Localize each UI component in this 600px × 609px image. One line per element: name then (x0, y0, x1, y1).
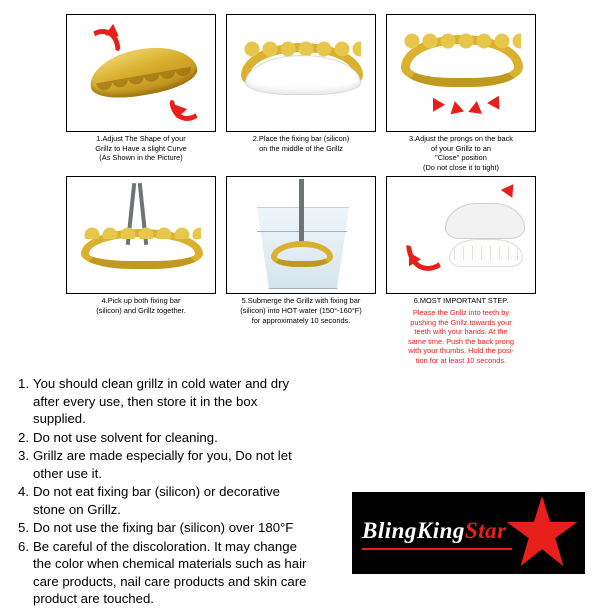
caption-line: for approximately 10 seconds. (251, 315, 351, 325)
step-1-figure (66, 14, 216, 132)
list-item-number: 2. (18, 429, 29, 445)
red-arrow-icon (448, 100, 464, 115)
list-item-number: 4. (18, 484, 29, 499)
step-6-caption (386, 294, 536, 306)
list-item (18, 447, 308, 482)
caption-line: with your thumbs. Hold the posi- (408, 346, 514, 356)
caption-line: Please the Grillz into teeth by (412, 307, 510, 317)
caption-line: "Close" position (435, 153, 487, 163)
caption-line: (silicon) and Grillz together. (96, 305, 186, 315)
list-item-text: Grillz are made especially for you, Do not let other use it. (33, 448, 292, 481)
list-item (18, 375, 308, 428)
caption-line: of your Grillz to an (431, 143, 491, 153)
list-item (18, 519, 308, 537)
caption-line: 4.Pick up both fixing bar (101, 296, 181, 306)
step-5-caption (226, 294, 376, 325)
gold-scallop-detail (403, 33, 521, 49)
brand-logo (352, 492, 585, 574)
step-4 (66, 176, 216, 365)
step-grid (66, 14, 536, 366)
red-arrow-icon (468, 100, 484, 114)
caption-line: pushing the Grillz towards your (410, 317, 512, 327)
caption-line: 5.Submerge the Grillz with fixing bar (241, 296, 361, 306)
caption-line: same time. Push the back prong (408, 336, 514, 346)
teeth-icon (449, 239, 523, 267)
step-4-figure (66, 176, 216, 294)
step-5 (226, 176, 376, 365)
step-1-caption (66, 132, 216, 163)
caption-line: tion for at least 10 seconds. (415, 355, 507, 365)
caption-line: 1.Adjust The Shape of your (96, 134, 186, 143)
care-instructions-list (18, 375, 308, 609)
red-arrow-icon (501, 180, 519, 198)
list-item-number: 5. (18, 520, 29, 535)
step-6-figure (386, 176, 536, 294)
step-2-figure (226, 14, 376, 132)
step-1 (66, 14, 216, 172)
list-item (18, 483, 308, 518)
logo-underline (362, 548, 512, 550)
red-arrow-icon (487, 92, 505, 109)
caption-line: (As Shown in the Picture) (99, 153, 183, 163)
list-item (18, 538, 308, 608)
red-arrow-icon (427, 94, 445, 111)
list-item-text: You should clean grillz in cold water and dry after every use, then store it in the box supplied. (33, 376, 290, 426)
caption-line: on the middle of the Grillz (259, 143, 343, 153)
list-item-text: Do not use solvent for cleaning. (33, 429, 218, 445)
tweezers-icon (299, 179, 304, 243)
caption-line: (silicon) into HOT water (150°-160°F) (240, 305, 362, 315)
list-item-text: Do not use the fixing bar (silicon) over 180°F (33, 520, 294, 535)
gold-scallop-detail (83, 227, 201, 239)
list-item-number: 1. (18, 376, 29, 391)
logo-text (362, 518, 507, 544)
step-3 (386, 14, 536, 172)
caption-line: Grillz to Have a slight Curve (95, 143, 187, 153)
red-curve-arrow-icon (161, 82, 213, 127)
gold-grillz-icon (271, 241, 333, 267)
step-6 (386, 176, 536, 365)
step-2-caption (226, 132, 376, 153)
list-item-text: Be careful of the discoloration. It may change the color when chemical materials such as hair care products, nail care products and skin care product are touched. (33, 538, 307, 606)
step-3-figure (386, 14, 536, 132)
step-4-caption (66, 294, 216, 315)
caption-line: 2.Place the fixing bar (silicon) (252, 134, 350, 143)
step-2 (226, 14, 376, 172)
step-3-caption (386, 132, 536, 172)
list-item-number: 3. (18, 448, 29, 463)
caption-line: (Do not close it to tight) (423, 162, 499, 172)
caption-line: 6.MOST IMPORTANT STEP. (413, 296, 509, 306)
list-item (18, 429, 308, 447)
dental-tray-icon (445, 203, 525, 239)
caption-line: teeth with your hands. At the (414, 327, 508, 337)
list-item-text: Do not eat fixing bar (silicon) or decorative stone on Grillz. (33, 484, 281, 517)
list-item-number: 6. (18, 538, 29, 554)
star-icon (505, 496, 579, 570)
logo-text-bling: BlingKing (362, 518, 465, 543)
caption-line: 3.Adjust the prongs on the back (409, 134, 513, 143)
step-6-warning-caption (386, 306, 536, 366)
step-5-figure (226, 176, 376, 294)
logo-text-star: Star (464, 518, 507, 543)
